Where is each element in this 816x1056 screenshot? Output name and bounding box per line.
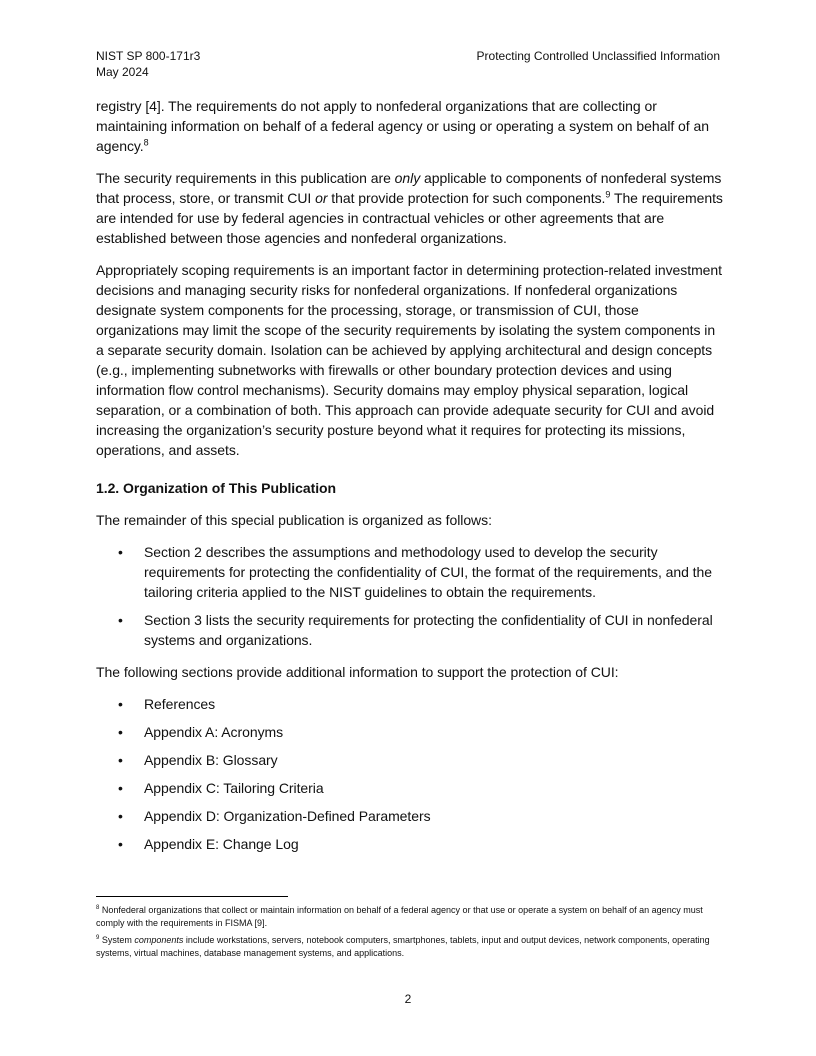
paragraph-1-text: registry [4]. The requirements do not apply to nonfederal organizations that are collecting or maintaining information on behalf of a federal agency or using or operating a system on behalf of an agency. bbox=[96, 98, 709, 154]
list-item: • Appendix D: Organization-Defined Parameters bbox=[96, 806, 724, 826]
footnote-8-text: Nonfederal organizations that collect or maintain information on behalf of a federal agency or that use or operate a system on behalf of an agency must comply with the requirements in FISMA [9]. bbox=[96, 905, 703, 928]
paragraph-2-text-c: that provide protection for such components. bbox=[327, 190, 606, 206]
paragraph-2-text-b: applicable to components of nonfederal systems that process, store, or transmit CUI bbox=[96, 170, 722, 206]
footnote-ref-9[interactable]: 9 bbox=[605, 189, 611, 200]
footnote-9-text-b: include workstations, servers, notebook computers, smartphones, tablets, input and output devices, network components, operating systems, virtual machines, database management systems, and applications. bbox=[96, 935, 710, 958]
paragraph-2-text-a: The security requirements in this publication are bbox=[96, 170, 395, 186]
paragraph-3: Appropriately scoping requirements is an important factor in determining protection-related investment decisions and managing security risks for nonfederal organizations. If nonfederal organizations designate system components for the processing, storage, or transmission of CUI, those organizations may limit the scope of the security requirements by isolating the system components in a separate security domain. Isolation can be achieved by applying architectural and design concepts (e.g., implementing subnetworks with firewalls or other boundary protection devices and using information flow control mechanisms). Security domains may employ physical separation, logical separation, or a combination of both. This approach can provide adequate security for CUI and avoid increasing the organization’s security posture beyond what it requires for protecting its missions, operations, and assets. bbox=[96, 262, 722, 458]
list-item: • Appendix E: Change Log bbox=[96, 834, 724, 854]
emphasis-components: components bbox=[134, 935, 184, 945]
section-intro-2: The following sections provide additional information to support the protection of CUI: bbox=[96, 664, 619, 680]
footnote-9 bbox=[96, 934, 724, 960]
list-item: • Section 2 describes the assumptions and methodology used to develop the security requirements for protecting the confidentiality of CUI, the format of the requirements, and the tailoring criteria applied to the NIST guidelines to obtain the requirements. bbox=[96, 542, 724, 602]
footnote-8-number: 8 bbox=[96, 905, 100, 911]
footnote-8 bbox=[96, 904, 724, 930]
doc-id: NIST SP 800-171r3 bbox=[96, 49, 201, 63]
footnote-9-number: 9 bbox=[96, 935, 100, 941]
emphasis-or: or bbox=[315, 190, 328, 206]
list-item: • Appendix A: Acronyms bbox=[96, 722, 724, 742]
page-number: 2 bbox=[404, 992, 412, 1006]
list-item: • Section 3 lists the security requirements for protecting the confidentiality of CUI in nonfederal systems and organizations. bbox=[96, 610, 724, 650]
header-left bbox=[96, 48, 200, 80]
section-heading: 1.2. Organization of This Publication bbox=[96, 480, 337, 496]
list-item: • Appendix B: Glossary bbox=[96, 750, 724, 770]
footnote-ref-8[interactable]: 8 bbox=[143, 137, 149, 148]
header-title: Protecting Controlled Unclassified Information bbox=[476, 49, 720, 63]
footnote-9-text-a: System bbox=[99, 935, 135, 945]
list-item: • References bbox=[96, 694, 724, 714]
paragraph-1 bbox=[96, 96, 724, 156]
paragraph-2 bbox=[96, 168, 724, 248]
list-item: • Appendix C: Tailoring Criteria bbox=[96, 778, 724, 798]
page-body bbox=[96, 96, 724, 866]
section-intro: The remainder of this special publication is organized as follows: bbox=[96, 512, 492, 528]
emphasis-only: only bbox=[394, 170, 421, 186]
paragraph-2-text-d: The requirements are intended for use by federal agencies in contractual vehicles or other agreements that are established between those agencies and nonfederal organizations. bbox=[96, 190, 723, 246]
footnote-divider bbox=[96, 896, 288, 897]
section-list bbox=[96, 542, 724, 650]
footnotes bbox=[96, 904, 724, 964]
appendix-list bbox=[96, 694, 724, 854]
doc-date: May 2024 bbox=[96, 65, 149, 79]
